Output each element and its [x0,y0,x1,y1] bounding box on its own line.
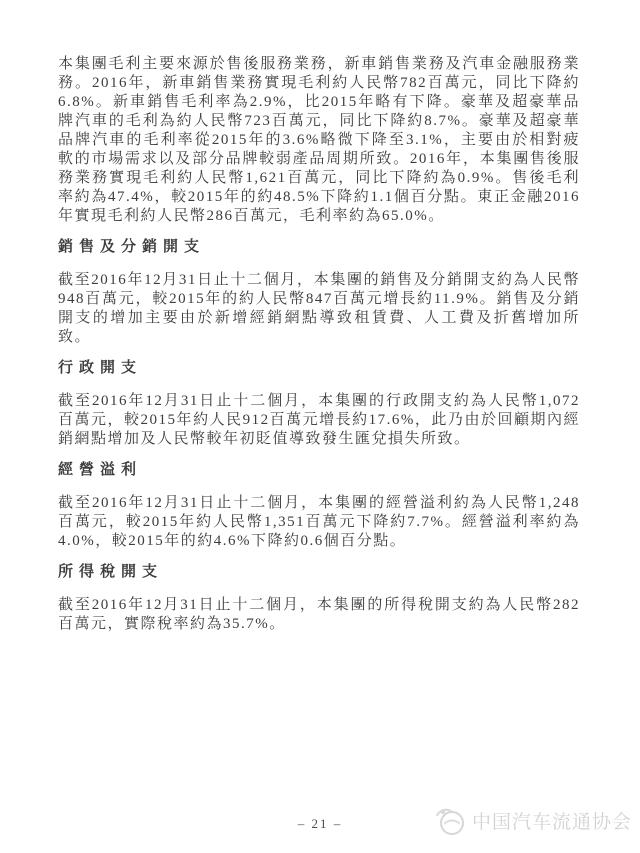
page-number: – 21 – [297,816,343,831]
section-heading-selling-distribution: 銷售及分銷開支 [58,239,206,255]
page-content [58,55,580,646]
section-heading-income-tax: 所得稅開支 [58,564,164,580]
section-heading-operating-profit: 經營溢利 [58,462,143,478]
watermark [434,803,632,837]
intro-paragraph: 本集團毛利主要來源於售後服務業務，新車銷售業務及汽車金融服務業務。2016年，新車銷售業務實現毛利約人民幣782百萬元，同比下降約6.8%。新車銷售毛利率為2.9%，比2015年略有下降。豪華及超豪華品牌汽車的毛利為約人民幣723百萬元，同比下降約8.7%。豪華及超豪華品牌汽車的毛利率從2015年的3.6%略微下降至3.1%，主要由於相對疲軟的市場需求以及部分品牌較弱產品周期所致。2016年，本集團售後服務業務實現毛利約人民幣1,621百萬元，同比下降約為0.9%。售後毛利率約為47.4%，較2015年的約48.5%下降約1.1個百分點。東正金融2016年實現毛利約人民幣286百萬元，毛利率約為65.0%。 [58,56,580,224]
watermark-text: 中国汽车流通协会 [471,811,632,833]
section-paragraph-administrative: 截至2016年12月31日止十二個月，本集團的行政開支約為人民幣1,072百萬元，較2015年約人民912百萬元增長約17.6%，此乃由於回顧期內經銷網點增加及人民幣較年初貶值導致發生匯兌損失所致。 [58,393,580,447]
section-paragraph-income-tax: 截至2016年12月31日止十二個月，本集團的所得稅開支約為人民幣282百萬元，實際稅率約為35.7%。 [58,597,580,632]
section-heading-administrative: 行政開支 [58,360,143,376]
section-paragraph-selling-distribution: 截至2016年12月31日止十二個月，本集團的銷售及分銷開支約為人民幣948百萬元，較2015年的約人民幣847百萬元增長約11.9%。銷售及分銷開支的增加主要由於新增經銷網點導致租賃費、人工費及折舊增加所致。 [58,272,580,345]
cadca-logo-icon [434,803,467,837]
section-paragraph-operating-profit: 截至2016年12月31日止十二個月，本集團的經營溢利約為人民幣1,248百萬元，較2015年約人民幣1,351百萬元下降約7.7%。經營溢利率約為4.0%，較2015年的約4.6%下降約0.6個百分點。 [58,495,580,549]
